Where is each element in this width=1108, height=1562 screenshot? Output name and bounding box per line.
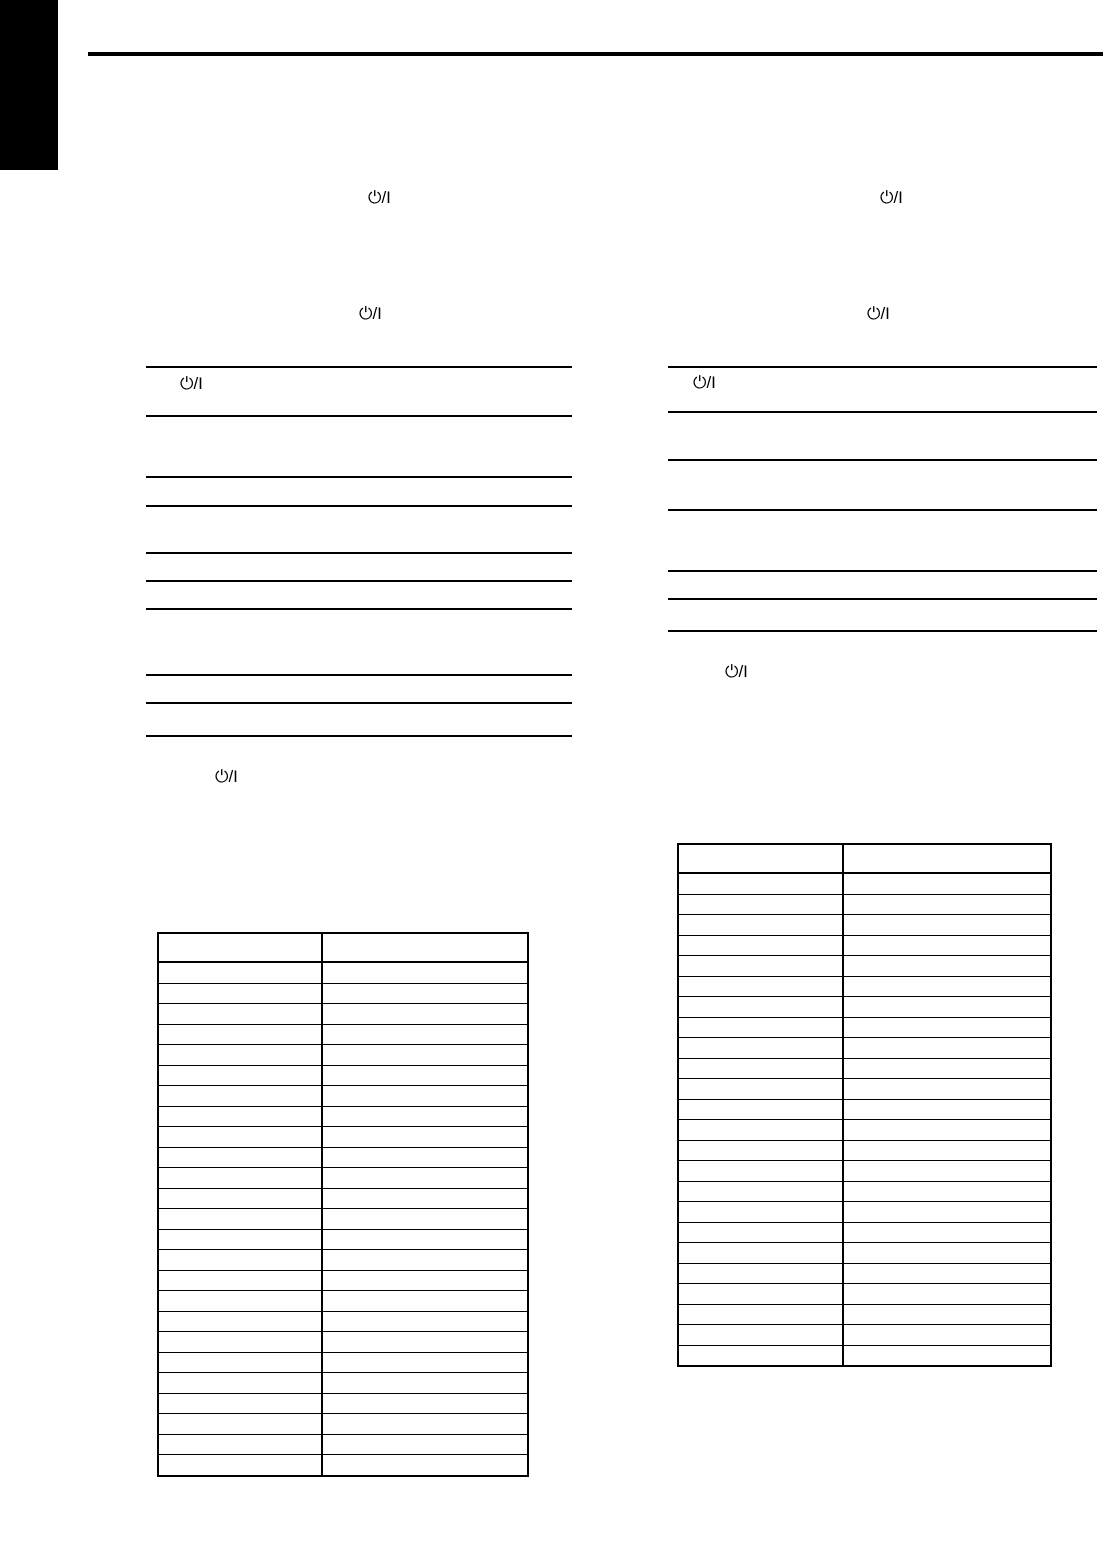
rule-line (146, 415, 572, 417)
table-row (678, 1120, 1051, 1141)
table-cell (678, 1140, 843, 1161)
table-cell (678, 1079, 843, 1100)
rule-line (668, 570, 1097, 572)
table-row (678, 1079, 1051, 1100)
table-cell (322, 1311, 528, 1332)
table-cell (843, 1243, 1051, 1264)
table-cell (843, 976, 1051, 997)
table-cell (158, 1127, 322, 1148)
table-cell (322, 962, 528, 983)
table-row (158, 1086, 528, 1107)
table-row (158, 1311, 528, 1332)
table-header-cell (322, 933, 528, 962)
table-row (158, 1332, 528, 1353)
rule-line (668, 630, 1097, 632)
table-cell (322, 1434, 528, 1455)
table-cell (843, 915, 1051, 936)
table-row (158, 1106, 528, 1127)
table-cell (158, 1434, 322, 1455)
table-cell (322, 1250, 528, 1271)
table-row (678, 1181, 1051, 1202)
power-standby-icon: ⏻/I (880, 188, 903, 207)
table-row (158, 1352, 528, 1373)
table-row (678, 1161, 1051, 1182)
power-standby-icon: ⏻/I (359, 304, 382, 323)
table-cell (322, 983, 528, 1004)
rule-line (146, 366, 572, 368)
table-row (158, 1045, 528, 1066)
table-cell (678, 894, 843, 915)
table-row (158, 1065, 528, 1086)
header-rule (88, 52, 1103, 56)
table-cell (322, 1229, 528, 1250)
table-row (158, 1414, 528, 1435)
table-cell (322, 1168, 528, 1189)
table-cell (843, 1325, 1051, 1346)
table-row (678, 1099, 1051, 1120)
table-cell (678, 1222, 843, 1243)
table-row (678, 1058, 1051, 1079)
table-cell (158, 1004, 322, 1025)
table-cell (158, 962, 322, 983)
table-row (678, 1222, 1051, 1243)
table-cell (322, 1414, 528, 1435)
table-row (158, 1024, 528, 1045)
table-cell (158, 1455, 322, 1476)
table-row (678, 976, 1051, 997)
table-row (158, 1455, 528, 1476)
table-cell (843, 1161, 1051, 1182)
table-cell (158, 1106, 322, 1127)
table-cell (322, 1045, 528, 1066)
table-cell (843, 1120, 1051, 1141)
table-cell (678, 956, 843, 977)
table-row (678, 1202, 1051, 1223)
table-cell (678, 873, 843, 894)
table-row (158, 1229, 528, 1250)
table-row (158, 983, 528, 1004)
table-cell (322, 1332, 528, 1353)
power-standby-icon: ⏻/I (368, 188, 391, 207)
table-row (678, 1304, 1051, 1325)
table-row (158, 1127, 528, 1148)
table-cell (322, 1209, 528, 1230)
table-header-row (158, 933, 528, 962)
rule-line (668, 509, 1097, 511)
section-tab (0, 0, 58, 170)
table-cell (322, 1352, 528, 1373)
table-cell (843, 1058, 1051, 1079)
table-row (158, 1434, 528, 1455)
table-row (678, 956, 1051, 977)
table-cell (843, 1079, 1051, 1100)
rule-line (146, 608, 572, 610)
table-cell (843, 1284, 1051, 1305)
table-cell (322, 1373, 528, 1394)
table-cell (843, 1099, 1051, 1120)
table-cell (678, 1304, 843, 1325)
table-cell (843, 873, 1051, 894)
table-cell (322, 1086, 528, 1107)
table-row (158, 1250, 528, 1271)
table-cell (322, 1147, 528, 1168)
table-header-cell (678, 844, 843, 873)
table-cell (678, 1058, 843, 1079)
table-cell (158, 1229, 322, 1250)
table-cell (843, 956, 1051, 977)
table-row (678, 1263, 1051, 1284)
table-cell (158, 1373, 322, 1394)
rule-line (668, 598, 1097, 600)
table-cell (843, 935, 1051, 956)
table-cell (322, 1455, 528, 1476)
table-cell (843, 997, 1051, 1018)
table-row (678, 1017, 1051, 1038)
table-cell (678, 1099, 843, 1120)
table-cell (322, 1004, 528, 1025)
table-cell (322, 1291, 528, 1312)
table-cell (843, 1304, 1051, 1325)
code-table-right (677, 843, 1052, 1367)
table-cell (158, 1393, 322, 1414)
table-cell (158, 1352, 322, 1373)
table-row (678, 1243, 1051, 1264)
table-cell (158, 1250, 322, 1271)
table-cell (158, 1168, 322, 1189)
table-cell (678, 1017, 843, 1038)
table-cell (322, 1270, 528, 1291)
table-cell (322, 1127, 528, 1148)
table-cell (322, 1393, 528, 1414)
table-row (158, 962, 528, 983)
table-cell (158, 1270, 322, 1291)
table-cell (678, 935, 843, 956)
table-row (678, 1325, 1051, 1346)
power-standby-icon: ⏻/I (867, 304, 890, 323)
table-cell (158, 1414, 322, 1435)
table-cell (678, 976, 843, 997)
table-cell (158, 1291, 322, 1312)
table-cell (843, 1263, 1051, 1284)
table-row (158, 1270, 528, 1291)
table-cell (678, 915, 843, 936)
power-standby-icon: ⏻/I (693, 373, 716, 392)
table-cell (843, 1140, 1051, 1161)
table-cell (158, 1045, 322, 1066)
table-cell (678, 1284, 843, 1305)
table-cell (678, 1345, 843, 1366)
table-cell (843, 1222, 1051, 1243)
table-cell (322, 1024, 528, 1045)
rule-line (668, 366, 1097, 368)
rule-line (668, 411, 1097, 413)
rule-line (146, 735, 572, 737)
rule-line (146, 702, 572, 704)
rule-line (146, 476, 572, 478)
rule-line (146, 674, 572, 676)
rule-line (146, 580, 572, 582)
table-cell (322, 1065, 528, 1086)
table-cell (678, 1263, 843, 1284)
table-cell (158, 1332, 322, 1353)
table-row (678, 997, 1051, 1018)
table-cell (678, 1202, 843, 1223)
table-cell (158, 1188, 322, 1209)
table-cell (843, 1345, 1051, 1366)
table-cell (678, 1161, 843, 1182)
table-header-cell (843, 844, 1051, 873)
table-row (678, 1140, 1051, 1161)
code-table-left (157, 932, 529, 1477)
table-row (678, 1284, 1051, 1305)
table-row (158, 1168, 528, 1189)
table-cell (678, 1325, 843, 1346)
rule-line (668, 459, 1097, 461)
table-cell (158, 1209, 322, 1230)
power-standby-icon: ⏻/I (180, 374, 203, 393)
table-row (678, 1345, 1051, 1366)
rule-line (146, 505, 572, 507)
table-cell (158, 983, 322, 1004)
table-header-row (678, 844, 1051, 873)
table-cell (322, 1188, 528, 1209)
table-cell (678, 1120, 843, 1141)
table-cell (843, 1017, 1051, 1038)
table-row (158, 1373, 528, 1394)
table-cell (678, 1181, 843, 1202)
table-cell (158, 1311, 322, 1332)
table-cell (678, 1243, 843, 1264)
table-cell (843, 1038, 1051, 1059)
table-cell (322, 1106, 528, 1127)
table-header-cell (158, 933, 322, 962)
table-cell (843, 1202, 1051, 1223)
table-cell (678, 997, 843, 1018)
table-cell (843, 894, 1051, 915)
table-row (158, 1209, 528, 1230)
table-row (678, 915, 1051, 936)
rule-line (146, 552, 572, 554)
table-cell (158, 1024, 322, 1045)
table-cell (678, 1038, 843, 1059)
table-row (678, 1038, 1051, 1059)
power-standby-icon: ⏻/I (725, 662, 748, 681)
table-row (678, 935, 1051, 956)
table-cell (158, 1065, 322, 1086)
table-row (158, 1188, 528, 1209)
table-row (158, 1004, 528, 1025)
table-cell (158, 1086, 322, 1107)
power-standby-icon: ⏻/I (215, 767, 238, 786)
table-cell (843, 1181, 1051, 1202)
table-row (678, 894, 1051, 915)
table-row (158, 1291, 528, 1312)
table-cell (158, 1147, 322, 1168)
table-row (678, 873, 1051, 894)
table-row (158, 1147, 528, 1168)
table-row (158, 1393, 528, 1414)
